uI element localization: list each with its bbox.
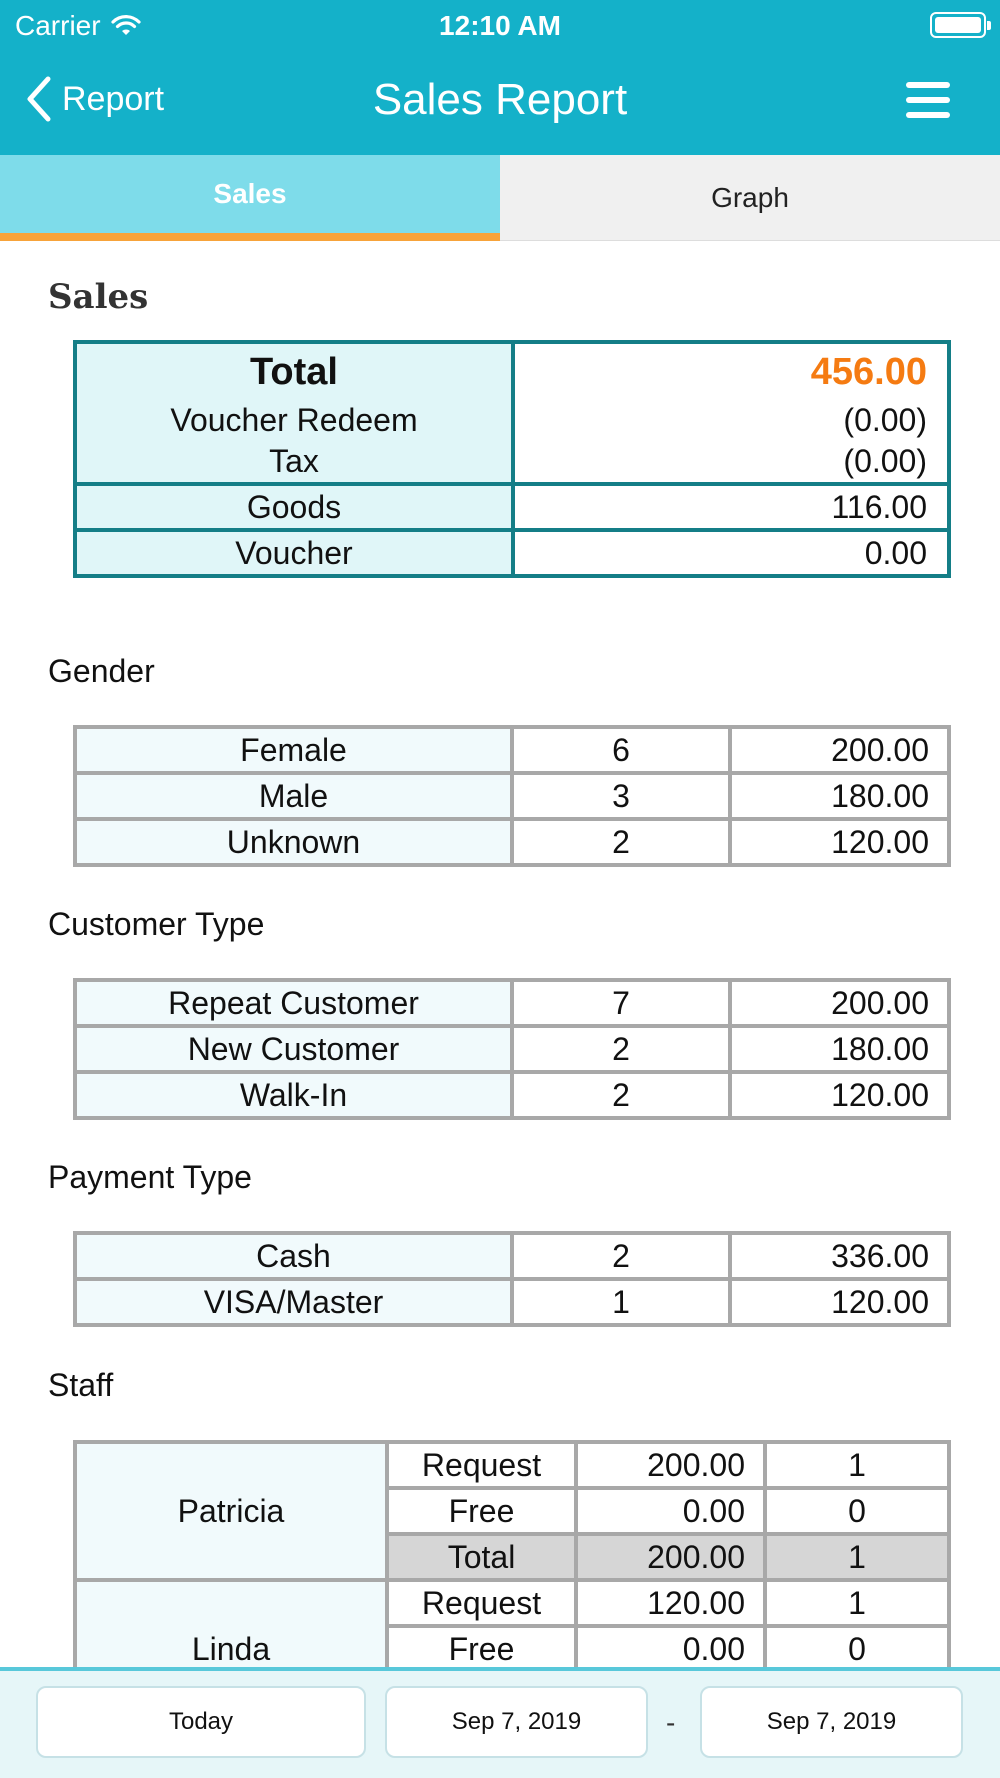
row-name: Cash: [75, 1233, 512, 1279]
voucher-value: 0.00: [513, 530, 949, 576]
row-kind: Free: [387, 1488, 576, 1534]
end-date-button[interactable]: Sep 7, 2019: [700, 1686, 963, 1758]
payment-type-heading: Payment Type: [48, 1159, 252, 1195]
page-title: Sales Report: [372, 75, 628, 124]
row-count: 2: [512, 1026, 730, 1072]
row-amount: 200.00: [730, 727, 949, 773]
row-count: 1: [765, 1580, 949, 1626]
date-range-bar: [0, 1667, 1000, 1778]
table-row: [75, 1072, 949, 1118]
sales-summary-table: [73, 340, 951, 578]
row-amount: 0.00: [576, 1488, 765, 1534]
row-amount: 120.00: [730, 1279, 949, 1325]
row-count: 6: [512, 727, 730, 773]
customer-type-heading: Customer Type: [48, 906, 265, 942]
table-row: [75, 727, 949, 773]
tab-graph[interactable]: Graph: [500, 155, 1000, 241]
row-amount: 180.00: [730, 773, 949, 819]
row-name: VISA/Master: [75, 1279, 512, 1325]
row-amount: 120.00: [730, 1072, 949, 1118]
voucher-row: [75, 530, 949, 576]
tab-sales[interactable]: Sales: [0, 155, 500, 241]
row-count: 0: [765, 1626, 949, 1667]
tab-bar: [0, 155, 1000, 241]
row-amount: 0.00: [576, 1626, 765, 1667]
staff-name: Linda: [75, 1580, 387, 1667]
row-name: New Customer: [75, 1026, 512, 1072]
row-count: 3: [512, 773, 730, 819]
row-amount: 200.00: [730, 980, 949, 1026]
today-button[interactable]: Today: [36, 1686, 366, 1758]
status-bar: [0, 8, 1000, 44]
table-row: [75, 1026, 949, 1072]
sales-heading: Sales: [48, 277, 149, 317]
row-kind: Request: [387, 1580, 576, 1626]
row-name: Female: [75, 727, 512, 773]
row-count: 2: [512, 1233, 730, 1279]
row-count: 0: [765, 1488, 949, 1534]
row-kind: Request: [387, 1442, 576, 1488]
total-label: Total: [250, 351, 338, 393]
row-name: Walk-In: [75, 1072, 512, 1118]
row-count: 2: [512, 1072, 730, 1118]
total-breakdown-values: [513, 342, 949, 484]
row-amount: 180.00: [730, 1026, 949, 1072]
staff-name: Patricia: [75, 1442, 387, 1580]
voucher-label: Voucher: [75, 530, 513, 576]
row-count: 2: [512, 819, 730, 865]
staff-heading: Staff: [48, 1367, 114, 1403]
row-name: Male: [75, 773, 512, 819]
gender-table: [73, 725, 951, 867]
row-kind: Free: [387, 1626, 576, 1667]
total-breakdown-labels: [75, 342, 513, 484]
table-row: [75, 819, 949, 865]
row-count: 1: [765, 1534, 949, 1580]
table-row: [75, 1279, 949, 1325]
row-count: 1: [512, 1279, 730, 1325]
customer-type-table: [73, 978, 951, 1120]
row-kind: Total: [387, 1534, 576, 1580]
voucher-redeem-value: (0.00): [843, 402, 927, 438]
row-amount: 336.00: [730, 1233, 949, 1279]
back-label: Report: [62, 79, 165, 118]
table-row: [75, 1580, 949, 1626]
row-name: Repeat Customer: [75, 980, 512, 1026]
row-name: Unknown: [75, 819, 512, 865]
nav-row: [0, 70, 1000, 134]
row-count: 7: [512, 980, 730, 1026]
tax-label: Tax: [269, 443, 319, 479]
gender-heading: Gender: [48, 653, 155, 689]
staff-table: [73, 1440, 951, 1667]
total-value: 456.00: [810, 351, 927, 393]
goods-value: 116.00: [513, 484, 949, 530]
table-row: [75, 1233, 949, 1279]
table-row: [75, 1442, 949, 1488]
goods-row: [75, 484, 949, 530]
start-date-button[interactable]: Sep 7, 2019: [385, 1686, 648, 1758]
navigation-header: [0, 0, 1000, 155]
clock: 12:10 AM: [439, 10, 561, 41]
report-content[interactable]: [0, 241, 1000, 1667]
table-row: [75, 773, 949, 819]
row-amount: 120.00: [730, 819, 949, 865]
payment-type-table: [73, 1231, 951, 1327]
menu-icon[interactable]: [906, 82, 950, 118]
row-amount: 200.00: [576, 1534, 765, 1580]
table-row: [75, 980, 949, 1026]
tax-value: (0.00): [843, 443, 927, 479]
carrier-label: Carrier: [15, 10, 101, 41]
battery-icon: [930, 12, 986, 38]
row-count: 1: [765, 1442, 949, 1488]
voucher-redeem-label: Voucher Redeem: [170, 402, 418, 438]
goods-label: Goods: [75, 484, 513, 530]
date-separator: -: [666, 1707, 676, 1738]
row-amount: 120.00: [576, 1580, 765, 1626]
row-amount: 200.00: [576, 1442, 765, 1488]
